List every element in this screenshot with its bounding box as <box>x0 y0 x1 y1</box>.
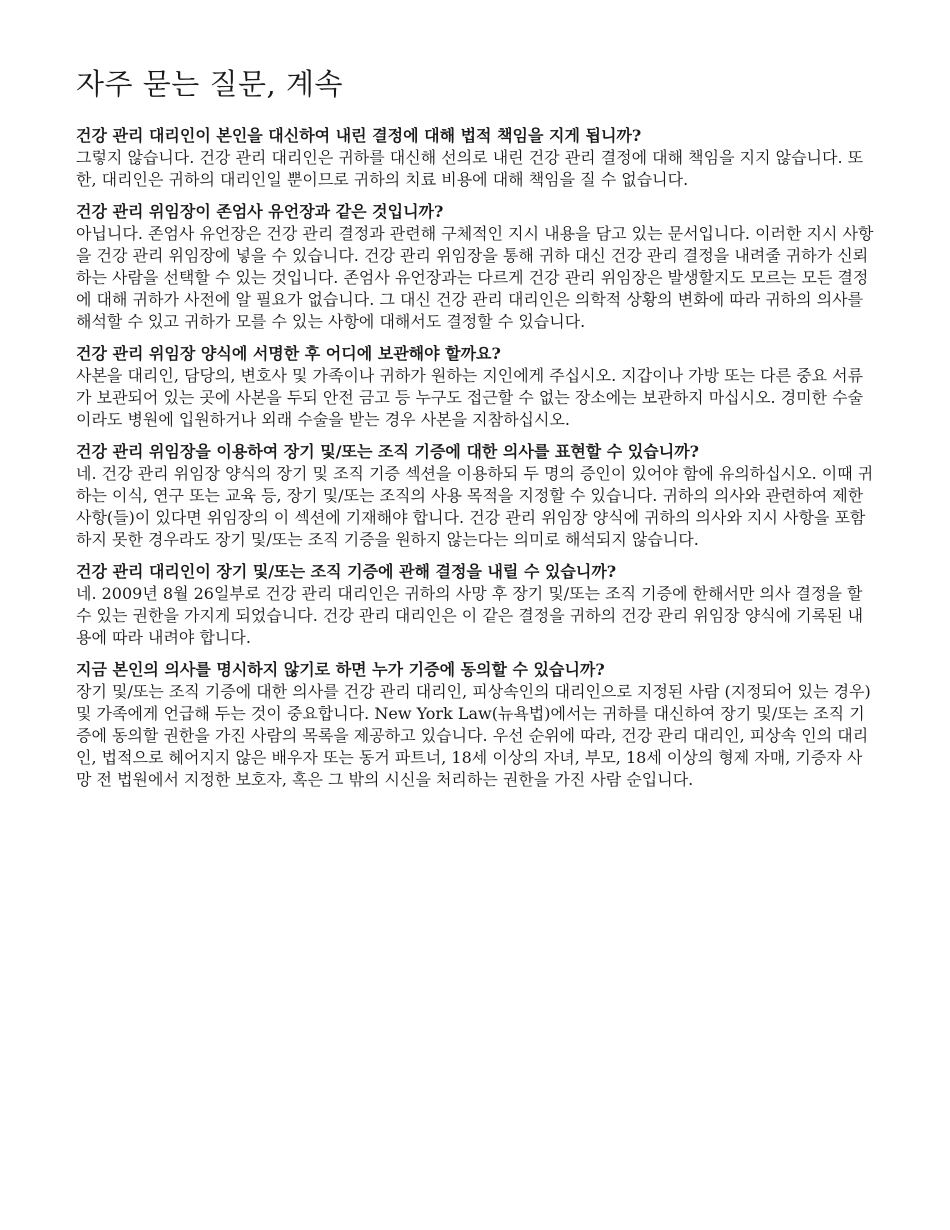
faq-answer: 아닙니다. 존엄사 유언장은 건강 관리 결정과 관련해 구체적인 지시 내용을 담고 있는 문서입니다. 이러한 지시 사항을 건강 관리 위임장에 넣을 수 있습니다. 건강 관리 위임장을 통해 귀하 대신 건강 관리 결정을 내려줄 귀하가 신뢰하는 사람을 선택할 수 있는 것입니다. 존엄사 유언장과는 다르게 건강 관리 위임장은 발생할지도 모르는 모든 결정에 대해 귀하가 사전에 알 필요가 없습니다. 그 대신 건강 관리 대리인은 의학적 상황의 변화에 따라 귀하의 의사를 해석할 수 있고 귀하가 모를 수 있는 사항에 대해서도 결정할 수 있습니다. <box>76 224 874 332</box>
faq-item-consent-order <box>76 658 876 791</box>
faq-answer: 네. 건강 관리 위임장 양식의 장기 및 조직 기증 섹션을 이용하되 두 명의 증인이 있어야 함에 유의하십시오. 이때 귀하는 이식, 연구 또는 교육 등, 장기 및/또는 조직의 사용 목적을 지정할 수 있습니다. 귀하의 의사와 관련하여 제한 사항(들)이 있다면 위임장의 이 섹션에 기재해야 합니다. 건강 관리 위임장 양식에 귀하의 의사와 지시 사항을 포함하지 못한 경우라도 장기 및/또는 조직 기증을 원하지 않는다는 의미로 해석되지 않습니다. <box>76 464 874 550</box>
faq-item-storage <box>76 342 876 431</box>
faq-item-agent-donation-decision <box>76 560 876 649</box>
faq-answer: 그렇지 않습니다. 건강 관리 대리인은 귀하를 대신해 선의로 내린 건강 관리 결정에 대해 책임을 지지 않습니다. 또한, 대리인은 귀하의 대리인일 뿐이므로 귀하의 치료 비용에 대해 책임을 질 수 없습니다. <box>76 148 864 190</box>
faq-item-living-will <box>76 200 876 333</box>
faq-question: 건강 관리 대리인이 장기 및/또는 조직 기증에 관해 결정을 내릴 수 있습니까? <box>76 562 617 582</box>
faq-answer: 네. 2009년 8월 26일부로 건강 관리 대리인은 귀하의 사망 후 장기 및/또는 조직 기증에 한해서만 의사 결정을 할 수 있는 권한을 가지게 되었습니다. 건강 관리 대리인은 이 같은 결정을 귀하의 건강 관리 위임장 양식에 기록된 내용에 따라 내려야 합니다. <box>76 584 864 648</box>
faq-answer: 장기 및/또는 조직 기증에 대한 의사를 건강 관리 대리인, 피상속인의 대리인으로 지정된 사람 (지정되어 있는 경우) 및 가족에게 언급해 두는 것이 중요합니다. New York Law(뉴욕법)에서는 귀하를 대신하여 장기 및/또는 조직 기증에 동의할 권한을 가진 사람의 목록을 제공하고 있습니다. 우선 순위에 따라, 건강 관리 대리인, 피상속 인의 대리인, 법적으로 헤어지지 않은 배우자 또는 동거 파트너, 18세 이상의 자녀, 부모, 18세 이상의 형제 자매, 기증자 사망 전 법원에서 지정한 보호자, 혹은 그 밖의 시신을 처리하는 권한을 가진 사람 순입니다. <box>76 682 871 790</box>
faq-item-legal-liability <box>76 124 876 191</box>
faq-question: 건강 관리 위임장 양식에 서명한 후 어디에 보관해야 할까요? <box>76 344 501 364</box>
faq-question: 건강 관리 위임장을 이용하여 장기 및/또는 조직 기증에 대한 의사를 표현할 수 있습니까? <box>76 442 700 462</box>
document-page <box>76 66 876 800</box>
faq-question: 건강 관리 대리인이 본인을 대신하여 내린 결정에 대해 법적 책임을 지게 됩니까? <box>76 126 642 146</box>
faq-question: 지금 본인의 의사를 명시하지 않기로 하면 누가 기증에 동의할 수 있습니까? <box>76 660 605 680</box>
page-title: 자주 묻는 질문, 계속 <box>76 67 343 101</box>
faq-answer: 사본을 대리인, 담당의, 변호사 및 가족이나 귀하가 원하는 지인에게 주십시오. 지갑이나 가방 또는 다른 중요 서류가 보관되어 있는 곳에 사본을 두되 안전 금고 등 누구도 접근할 수 없는 장소에는 보관하지 마십시오. 경미한 수술이라도 병원에 입원하거나 외래 수술을 받는 경우 사본을 지참하십시오. <box>76 366 864 430</box>
faq-item-organ-donation-wishes <box>76 440 876 551</box>
faq-question: 건강 관리 위임장이 존엄사 유언장과 같은 것입니까? <box>76 202 444 222</box>
